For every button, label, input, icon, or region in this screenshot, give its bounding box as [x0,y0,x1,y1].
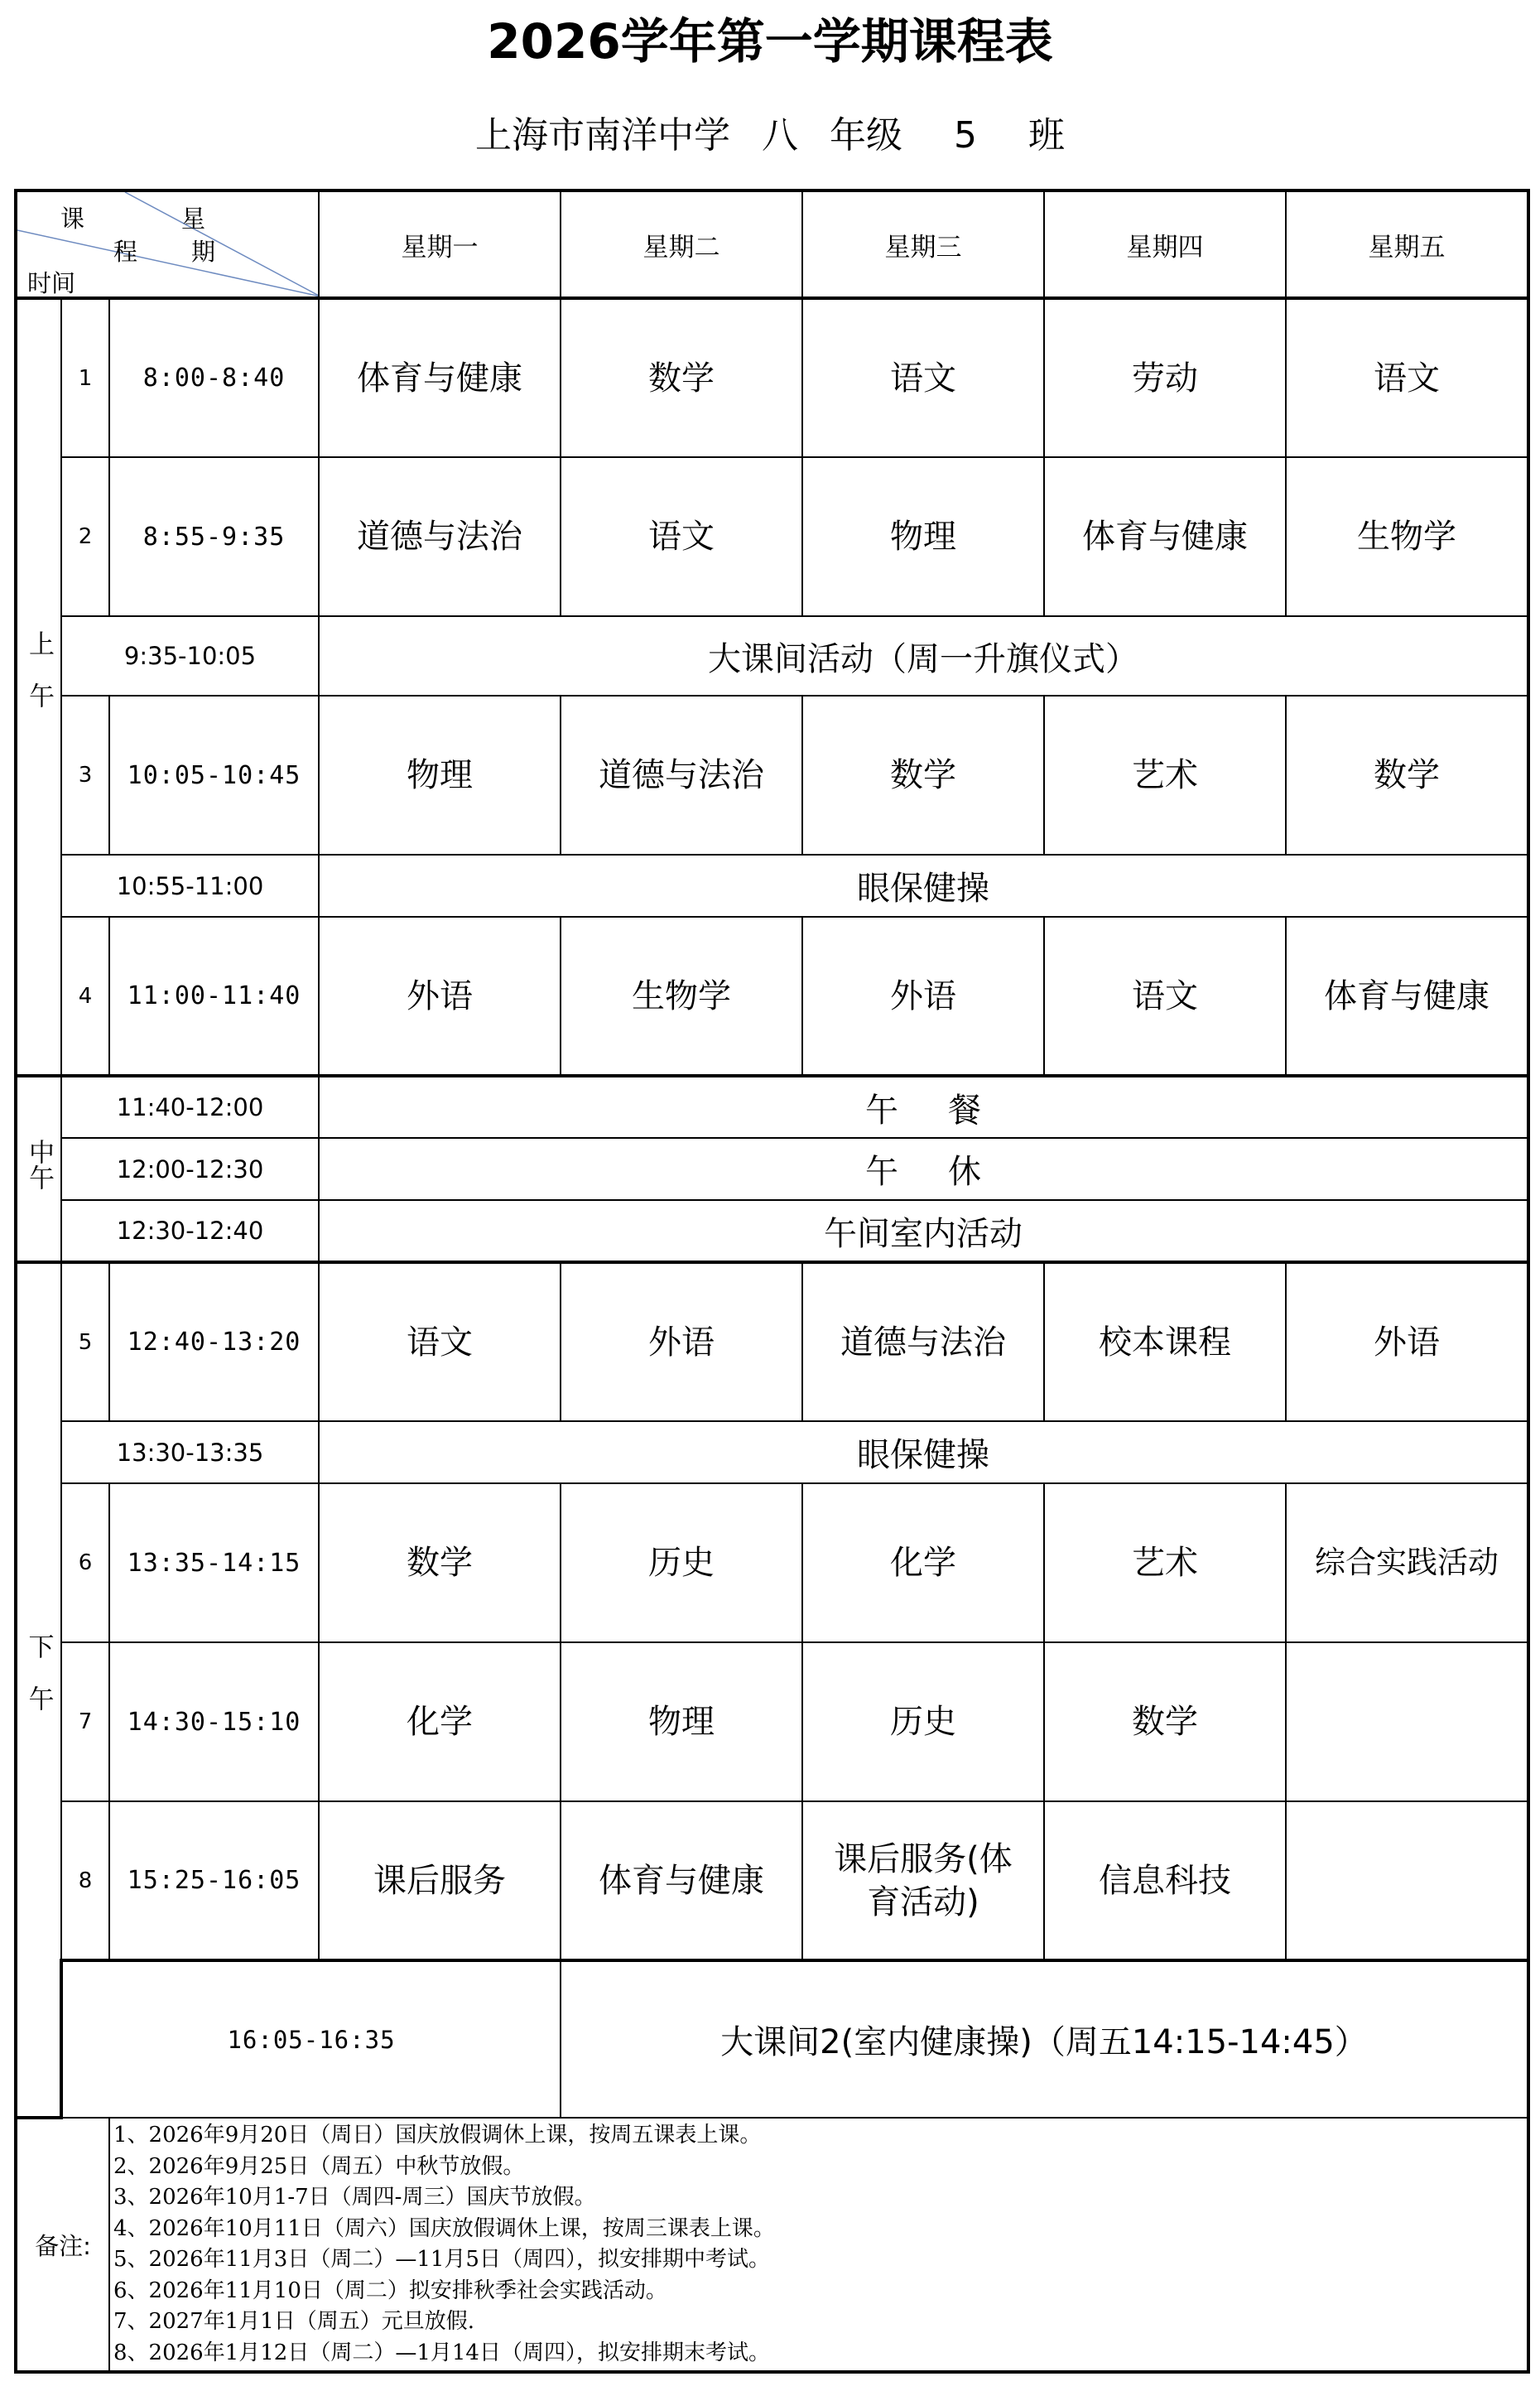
activity-time: 9:35-10:05 [61,616,319,696]
table-row [16,1421,1528,1483]
day-header-mon: 星期一 [319,190,561,298]
section-label-afternoon: 下午 [16,1262,61,2118]
activity-time: 12:30-12:40 [61,1200,319,1262]
list-item: 5、2026年11月3日（周二）—11月5日（周四），拟安排期中考试。 [113,2247,770,2272]
subject-cell: 数学 [1286,696,1528,855]
list-item: 1、2026年9月20日（周日）国庆放假调休上课，按周五课表上课。 [113,2123,762,2148]
list-item: 3、2026年10月1-7日（周四-周三）国庆节放假。 [113,2185,596,2210]
period-time: 8:55-9:35 [109,457,319,616]
grade-value: 八 [762,114,798,157]
period-number: 4 [61,917,109,1076]
subject-cell: 体育与健康 [561,1801,802,1960]
subject-cell: 体育与健康 [1286,917,1528,1076]
subject-cell: 物理 [802,457,1044,616]
subject-cell [1286,1801,1528,1960]
table-row [16,1960,1528,2118]
table-row [16,1262,1528,1421]
subject-cell: 课后服务 [319,1801,561,1960]
subject-cell: 语文 [802,298,1044,457]
activity-time: 13:30-13:35 [61,1421,319,1483]
period-number: 8 [61,1801,109,1960]
day-header-tue: 星期二 [561,190,802,298]
subject-cell: 数学 [319,1483,561,1642]
grade-unit: 年级 [830,114,902,157]
table-row [16,1483,1528,1642]
activity-cell: 眼保健操 [319,1421,1528,1483]
subject-cell: 外语 [802,917,1044,1076]
table-row [16,855,1528,917]
activity-cell: 眼保健操 [319,855,1528,917]
subject-cell: 道德与法治 [802,1262,1044,1421]
period-time: 13:35-14:15 [109,1483,319,1642]
subject-cell: 语文 [561,457,802,616]
activity-cell: 午餐 [319,1076,1528,1138]
corner-course-label: 课 [60,205,85,233]
activity-cell: 大课间活动（周一升旗仪式） [319,616,1528,696]
activity-time: 16:05-16:35 [61,1960,561,2118]
notes-label: 备注: [16,2118,109,2372]
subject-cell: 历史 [561,1483,802,1642]
table-row [16,1801,1528,1960]
table-row [16,457,1528,616]
activity-cell: 午休 [319,1138,1528,1200]
section-label-morning: 上午 [16,298,61,1076]
list-item: 7、2027年1月1日（周五）元旦放假. [113,2309,475,2334]
period-time: 14:30-15:10 [109,1642,319,1801]
table-row [16,1642,1528,1801]
subject-cell: 语文 [319,1262,561,1421]
day-header-wed: 星期三 [802,190,1044,298]
subject-cell: 物理 [319,696,561,855]
school-name: 上海市南洋中学 [475,114,730,157]
period-time: 10:05-10:45 [109,696,319,855]
period-number: 3 [61,696,109,855]
header-row [16,190,1528,298]
corner-cheng-label: 程 [113,238,138,266]
subject-cell: 外语 [319,917,561,1076]
subject-cell: 劳动 [1044,298,1286,457]
activity-time: 11:40-12:00 [61,1076,319,1138]
period-number: 1 [61,298,109,457]
subject-cell: 语文 [1044,917,1286,1076]
class-unit: 班 [1028,114,1065,157]
subject-cell: 体育与健康 [319,298,561,457]
corner-time-label: 时间 [27,269,76,297]
list-item: 2、2026年9月25日（周五）中秋节放假。 [113,2153,525,2179]
corner-header-cell [16,190,319,298]
subject-cell: 外语 [1286,1262,1528,1421]
day-header-fri: 星期五 [1286,190,1528,298]
class-subtitle [0,109,1540,162]
subject-cell: 艺术 [1044,696,1286,855]
subject-cell: 化学 [802,1483,1044,1642]
subject-cell: 数学 [802,696,1044,855]
subject-cell: 物理 [561,1642,802,1801]
table-row [16,1138,1528,1200]
period-number: 6 [61,1483,109,1642]
table-row [16,696,1528,855]
subject-cell: 化学 [319,1642,561,1801]
period-time: 15:25-16:05 [109,1801,319,1960]
table-row [16,298,1528,457]
table-row [16,1076,1528,1138]
activity-time: 12:00-12:30 [61,1138,319,1200]
subject-cell: 课后服务(体育活动) [802,1801,1044,1960]
subject-cell: 信息科技 [1044,1801,1286,1960]
activity-time: 10:55-11:00 [61,855,319,917]
table-row [16,616,1528,696]
subject-cell: 综合实践活动 [1286,1483,1528,1642]
timetable [14,189,1530,2374]
subject-cell: 数学 [561,298,802,457]
day-header-thu: 星期四 [1044,190,1286,298]
list-item: 8、2026年1月12日（周二）—1月14日（周四），拟安排期末考试。 [113,2340,770,2365]
subject-cell: 生物学 [1286,457,1528,616]
period-time: 11:00-11:40 [109,917,319,1076]
subject-cell: 体育与健康 [1044,457,1286,616]
period-time: 12:40-13:20 [109,1262,319,1421]
subject-cell [1286,1642,1528,1801]
corner-star-label: 星 [181,205,206,233]
subject-cell: 道德与法治 [319,457,561,616]
subject-cell: 校本课程 [1044,1262,1286,1421]
subject-cell: 数学 [1044,1642,1286,1801]
page-title: 2026学年第一学期课程表 [487,13,1053,70]
activity-cell: 午间室内活动 [319,1200,1528,1262]
subject-cell: 语文 [1286,298,1528,457]
notes-list [109,2118,1528,2372]
section-label-noon: 中午 [16,1076,61,1262]
subject-cell: 艺术 [1044,1483,1286,1642]
subject-cell: 道德与法治 [561,696,802,855]
notes-row [16,2118,1528,2372]
list-item: 6、2026年11月10日（周二）拟安排秋季社会实践活动。 [113,2278,667,2303]
class-value: 5 [954,114,977,157]
table-row [16,1200,1528,1262]
period-number: 5 [61,1262,109,1421]
table-row [16,917,1528,1076]
subject-cell: 生物学 [561,917,802,1076]
period-time: 8:00-8:40 [109,298,319,457]
activity-cell: 大课间2(室内健康操)（周五14:15-14:45） [561,1960,1528,2118]
subject-cell: 历史 [802,1642,1044,1801]
period-number: 7 [61,1642,109,1801]
corner-qi-label: 期 [191,238,216,266]
subject-cell: 外语 [561,1262,802,1421]
list-item: 4、2026年10月11日（周六）国庆放假调休上课，按周三课表上课。 [113,2215,775,2241]
period-number: 2 [61,457,109,616]
